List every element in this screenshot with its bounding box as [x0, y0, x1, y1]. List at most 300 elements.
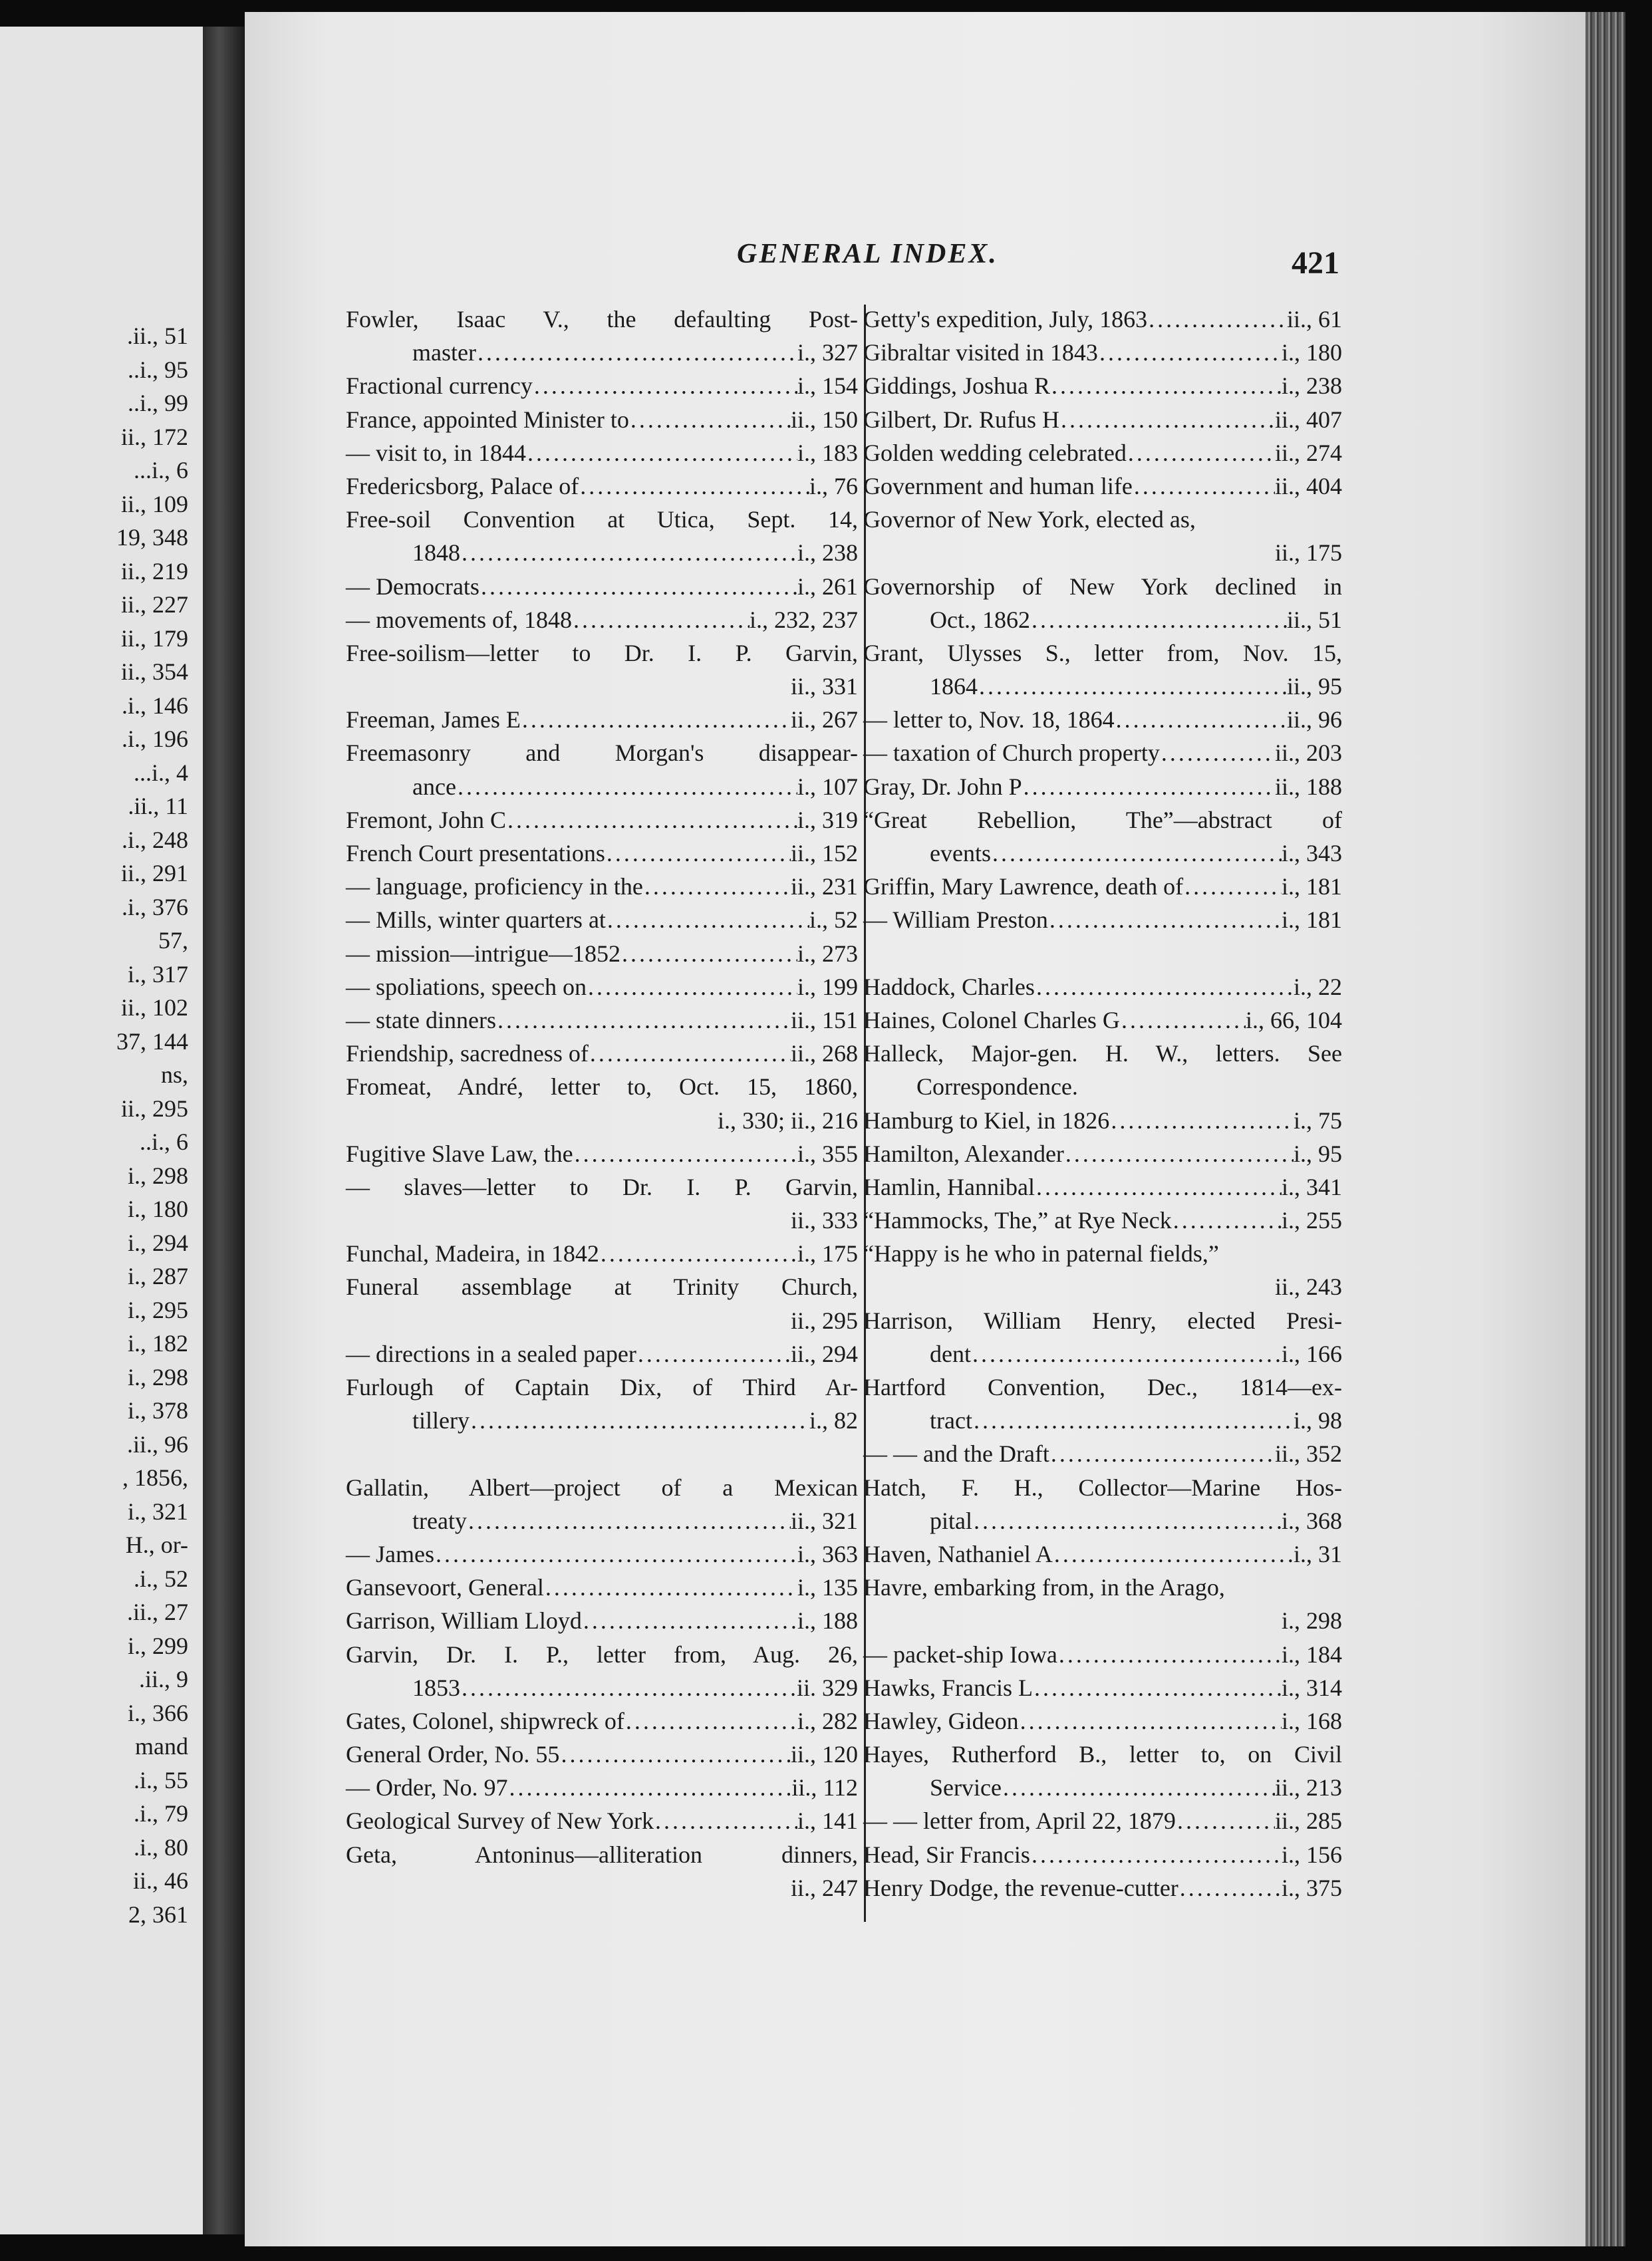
previous-page-reference: .i., 79 — [133, 1800, 188, 1827]
index-entry-line — [863, 570, 1342, 603]
running-head: GENERAL INDEX. — [737, 239, 998, 269]
previous-page-reference: .ii., 51 — [126, 323, 188, 349]
dot-leader — [1172, 1204, 1282, 1237]
page-reference: ii., 188 — [1274, 773, 1342, 800]
dot-leader — [434, 1537, 797, 1571]
index-entry-line — [346, 303, 858, 336]
page-reference: i., 343 — [1281, 840, 1342, 866]
dot-leader — [1048, 903, 1282, 936]
dot-leader — [1049, 1437, 1275, 1470]
entry-text: Geta, Antoninus—alliteration dinners, — [346, 1841, 858, 1868]
index-entry-line — [346, 1070, 858, 1103]
entry-text: “Happy is he who in paternal fields,” — [863, 1240, 1219, 1267]
previous-page-reference: mand — [135, 1733, 188, 1760]
index-entry-line — [346, 536, 858, 569]
entry-text: Governor of New York, elected as, — [863, 506, 1196, 533]
entry-text: Giddings, Joshua R — [863, 372, 1051, 400]
index-entry-line — [346, 1237, 858, 1270]
previous-page-reference: ii., 227 — [120, 591, 188, 618]
page-reference: ii., 96 — [1286, 706, 1342, 733]
dot-leader — [978, 670, 1287, 703]
page-reference: ii., 61 — [1286, 306, 1342, 332]
page-reference: ii. 329 — [796, 1674, 858, 1701]
previous-page-reference: ii., 295 — [120, 1095, 188, 1122]
dot-leader — [1133, 469, 1275, 503]
entry-text: Government and human life — [863, 472, 1133, 499]
entry-text: — letter to, Nov. 18, 1864 — [863, 706, 1115, 733]
dot-leader — [1002, 1771, 1275, 1804]
dot-leader — [1053, 1537, 1294, 1571]
entry-text: Freemasonry and Morgan's disappear- — [346, 739, 858, 767]
page-reference: i., 181 — [1281, 906, 1342, 934]
dot-leader — [508, 1771, 792, 1804]
index-entry-line — [863, 336, 1342, 369]
index-entry-line — [346, 603, 858, 636]
entry-text: Havre, embarking from, in the Arago, — [863, 1574, 1225, 1601]
entry-text: Correspondence. — [916, 1073, 1078, 1101]
previous-page-reference: ii., 179 — [120, 624, 188, 652]
dot-leader — [579, 469, 809, 503]
index-entry-line — [863, 1003, 1342, 1037]
dot-leader — [636, 1337, 791, 1371]
entry-text: Henry Dodge, the revenue-cutter — [863, 1874, 1178, 1901]
page-reference: i., 273 — [797, 940, 858, 967]
index-entry-line — [863, 1304, 1342, 1337]
page-reference: ii., 274 — [1274, 439, 1342, 466]
dot-leader — [1059, 403, 1275, 436]
entry-text: — visit to, in 1844 — [346, 439, 527, 466]
index-entry-line — [863, 1838, 1342, 1871]
entry-text: — slaves—letter to Dr. I. P. Garvin, — [346, 1173, 858, 1200]
page-reference: i., 238 — [797, 539, 858, 567]
previous-page-reference: 57, — [158, 927, 188, 954]
page-reference: i., 327 — [797, 339, 858, 366]
index-entry-line — [863, 1871, 1342, 1905]
entry-text: Harrison, William Henry, elected Presi- — [863, 1307, 1342, 1334]
entry-text: “Great Rebellion, The”—abstract of — [863, 806, 1342, 833]
entry-text: Hamlin, Hannibal — [863, 1173, 1035, 1200]
page-reference: i., 355 — [797, 1140, 858, 1167]
index-entry-line — [346, 903, 858, 936]
page-reference: ii., 231 — [790, 873, 858, 900]
dot-leader — [533, 369, 797, 402]
entry-text: Garvin, Dr. I. P., letter from, Aug. 26, — [346, 1641, 858, 1668]
entry-text: — spoliations, speech on — [346, 973, 587, 1000]
page-reference: i., 66, 104 — [1245, 1006, 1342, 1033]
entry-text: i., 330; ii., 216 — [717, 1107, 858, 1134]
previous-page-reference: 37, 144 — [116, 1027, 188, 1055]
previous-page-reference: .i., 52 — [133, 1565, 188, 1592]
dot-leader — [496, 1003, 791, 1037]
dot-leader — [480, 570, 797, 603]
index-entry-line — [346, 1571, 858, 1604]
index-entry-line — [863, 1337, 1342, 1371]
entry-text: Gallatin, Albert—project of a Mexican — [346, 1474, 858, 1501]
entry-text: Hamilton, Alexander — [863, 1140, 1064, 1167]
page-reference: ii., 151 — [790, 1006, 858, 1033]
entry-text: General Order, No. 55 — [346, 1741, 560, 1768]
dot-leader — [1019, 1704, 1282, 1738]
previous-page-reference: ..i., 99 — [127, 390, 188, 416]
index-entry-line — [863, 1537, 1342, 1571]
entry-text: 1848 — [412, 539, 460, 567]
entry-text: — state dinners — [346, 1006, 496, 1033]
page-reference: i., 238 — [1281, 372, 1342, 400]
entry-text: Grant, Ulysses S., letter from, Nov. 15, — [863, 639, 1342, 666]
previous-page-reference: 2, 361 — [128, 1901, 188, 1928]
entry-text: Getty's expedition, July, 1863 — [863, 306, 1148, 332]
entry-text: Fowler, Isaac V., the defaulting Post- — [346, 306, 858, 332]
index-entry-line — [863, 1070, 1342, 1103]
previous-page-reference: .i., 80 — [133, 1833, 188, 1861]
dot-leader — [476, 336, 797, 369]
index-entry-line — [346, 970, 858, 1003]
entry-text: ii., 243 — [1274, 1273, 1342, 1301]
previous-page-reference: .i., 248 — [121, 826, 188, 853]
index-entry-line — [863, 1037, 1342, 1070]
page-reference: i., 141 — [797, 1807, 858, 1835]
index-entry-line — [863, 670, 1342, 703]
entry-text: Free-soil Convention at Utica, Sept. 14, — [346, 506, 858, 533]
entry-text: — — and the Draft — [863, 1440, 1049, 1468]
page-reference: i., 368 — [1281, 1507, 1342, 1534]
previous-page-reference: H., or- — [125, 1531, 188, 1558]
dot-leader — [521, 703, 791, 736]
entry-text: — language, proficiency in the — [346, 873, 643, 900]
dot-leader — [587, 970, 797, 1003]
index-entry-line — [863, 369, 1342, 402]
index-entry-line — [863, 1671, 1342, 1704]
dot-leader — [599, 1237, 797, 1270]
index-entry-line — [863, 1704, 1342, 1738]
entry-text: 1864 — [930, 673, 978, 700]
dot-leader — [506, 803, 797, 837]
previous-page-reference: .i., 376 — [121, 893, 188, 920]
index-entry-line — [346, 1170, 858, 1204]
previous-page-reference: ns, — [160, 1061, 188, 1088]
previous-page-reference: ..i., 95 — [127, 356, 188, 383]
index-entry-line — [863, 503, 1342, 536]
dot-leader — [1176, 1804, 1275, 1837]
entry-text: Golden wedding celebrated — [863, 439, 1127, 466]
previous-page-reference: i., 299 — [127, 1632, 188, 1659]
index-entry-line — [863, 736, 1342, 769]
page-reference: i., 181 — [1281, 873, 1342, 900]
dot-leader — [1022, 770, 1275, 803]
index-entry-line — [346, 1304, 858, 1337]
entry-text: Gibraltar visited in 1843 — [863, 339, 1098, 366]
entry-text: master — [412, 339, 476, 366]
index-entry-line — [346, 1337, 858, 1371]
entry-text: Gansevoort, General — [346, 1574, 544, 1601]
dot-leader — [654, 1804, 797, 1837]
index-entry-line — [346, 1704, 858, 1738]
index-entry-line — [346, 1371, 858, 1404]
page-reference: ii., 267 — [790, 706, 858, 733]
index-column-right — [863, 303, 1342, 1905]
previous-page-reference: i., 295 — [127, 1296, 188, 1323]
entry-text: Governorship of New York declined in — [863, 573, 1342, 600]
index-entry-line — [863, 1437, 1342, 1470]
page-reference: i., 375 — [1281, 1874, 1342, 1901]
dot-leader — [1035, 1170, 1282, 1204]
dot-leader — [460, 1671, 797, 1704]
dot-leader — [1064, 1137, 1294, 1170]
entry-text: dent — [930, 1340, 971, 1367]
dot-leader — [582, 1604, 797, 1637]
dot-leader — [1030, 1838, 1282, 1871]
previous-page-reference: ...i., 4 — [133, 759, 188, 786]
entry-text: Friendship, sacredness of — [346, 1040, 589, 1067]
index-entry-line — [346, 1771, 858, 1804]
entry-text: Free-soilism—letter to Dr. I. P. Garvin, — [346, 639, 858, 666]
dot-leader — [629, 403, 791, 436]
entry-text: treaty — [412, 1507, 467, 1534]
index-entry-line — [863, 1771, 1342, 1804]
page-reference: i., 82 — [809, 1407, 858, 1434]
dot-leader — [589, 1037, 791, 1070]
index-entry-line — [346, 1738, 858, 1771]
entry-text: — movements of, 1848 — [346, 606, 572, 633]
entry-text: — — letter from, April 22, 1879 — [863, 1807, 1176, 1835]
index-entry-line — [346, 1537, 858, 1571]
index-entry-line — [863, 1571, 1342, 1604]
page-reference: i., 175 — [797, 1240, 858, 1267]
index-entry-line — [346, 1804, 858, 1837]
dot-leader — [456, 770, 797, 803]
entry-text: ance — [412, 773, 456, 800]
entry-text: Haddock, Charles — [863, 973, 1035, 1000]
index-entry-line — [863, 403, 1342, 436]
entry-text: ii., 333 — [790, 1207, 858, 1234]
page-reference: ii., 152 — [790, 840, 858, 866]
index-entry-line — [863, 303, 1342, 336]
entry-text: — James — [346, 1540, 434, 1567]
previous-page-reference: ..i., 6 — [139, 1129, 188, 1155]
index-entry-line — [346, 1137, 858, 1170]
index-entry-line — [863, 1471, 1342, 1504]
entry-text: — Mills, winter quarters at — [346, 906, 606, 934]
entry-text: Geological Survey of New York — [346, 1807, 654, 1835]
entry-text: pital — [930, 1507, 972, 1534]
entry-text: Gates, Colonel, shipwreck of — [346, 1707, 624, 1734]
index-entry-line — [863, 870, 1342, 903]
previous-page-reference: .ii., 96 — [126, 1430, 188, 1458]
index-entry-line — [346, 837, 858, 870]
dot-leader — [526, 436, 797, 469]
page-reference: i., 183 — [797, 439, 858, 466]
entry-text: Hartford Convention, Dec., 1814—ex- — [863, 1374, 1342, 1400]
dot-leader — [1109, 1104, 1294, 1137]
page-reference: i., 52 — [809, 906, 858, 934]
index-entry-line — [863, 903, 1342, 936]
dot-leader — [1160, 736, 1275, 769]
dot-leader — [467, 1504, 791, 1537]
dot-leader — [620, 937, 797, 970]
index-entry-line — [863, 469, 1342, 503]
page-reference: i., 135 — [797, 1574, 858, 1601]
page-reference: i., 156 — [1281, 1841, 1342, 1868]
page-reference: ii., 213 — [1274, 1774, 1342, 1801]
previous-page-reference: .i., 196 — [121, 726, 188, 752]
previous-page-reference: ...i., 6 — [133, 457, 188, 483]
entry-text: — packet-ship Iowa — [863, 1641, 1057, 1668]
index-entry-line — [346, 1270, 858, 1303]
entry-text: Gilbert, Dr. Rufus H — [863, 406, 1059, 433]
index-entry-line — [346, 436, 858, 469]
index-entry-line — [346, 1104, 858, 1137]
index-entry-line — [346, 803, 858, 837]
index-entry-line — [346, 1037, 858, 1070]
page-reference: i., 154 — [797, 372, 858, 400]
index-entry-line — [863, 1270, 1342, 1303]
index-entry-line — [346, 1471, 858, 1504]
index-entry-line — [346, 736, 858, 769]
previous-page-reference: ii., 109 — [120, 490, 188, 517]
index-entry-line — [863, 1170, 1342, 1204]
index-entry-line — [346, 1404, 858, 1437]
index-entry-line — [863, 1638, 1342, 1671]
entry-text: Fremont, John C — [346, 806, 507, 833]
index-entry-line — [346, 870, 858, 903]
previous-page-reference: i., 378 — [127, 1397, 188, 1424]
page-reference: i., 95 — [1293, 1140, 1342, 1167]
index-entry-line — [346, 703, 858, 736]
dot-leader — [972, 1404, 1294, 1437]
entry-text: 1853 — [412, 1674, 460, 1701]
previous-page-reference: i., 366 — [127, 1699, 188, 1726]
entry-text: “Hammocks, The,” at Rye Neck — [863, 1207, 1172, 1234]
index-column-left — [346, 303, 858, 1905]
index-entry-line — [863, 1738, 1342, 1771]
previous-page-reference: , 1856, — [122, 1464, 188, 1491]
book-gutter — [203, 27, 244, 2234]
entry-text: ii., 295 — [790, 1307, 858, 1334]
index-entry-line — [863, 603, 1342, 636]
entry-text: — Order, No. 97 — [346, 1774, 508, 1801]
page-reference: i., 98 — [1293, 1407, 1342, 1434]
entry-text: Halleck, Major-gen. H. W., letters. See — [863, 1040, 1342, 1067]
index-entry-line — [346, 636, 858, 670]
index-entry-line — [346, 469, 858, 503]
page-reference: i., 261 — [797, 573, 858, 600]
entry-text: Service — [930, 1774, 1002, 1801]
page-reference: i., 76 — [809, 472, 858, 499]
dot-leader — [1035, 970, 1294, 1003]
dot-leader — [991, 837, 1282, 870]
previous-page-reference: ii., 291 — [120, 860, 188, 886]
page-reference: ii., 404 — [1274, 472, 1342, 499]
dot-leader — [1057, 1638, 1282, 1671]
dot-leader — [605, 837, 791, 870]
entry-text: Freeman, James E — [346, 706, 521, 733]
page-number: 421 — [1292, 245, 1339, 281]
index-entry-line — [346, 937, 858, 970]
previous-page-reference: i., 180 — [127, 1196, 188, 1222]
index-entry-line — [346, 336, 858, 369]
entry-text: Garrison, William Lloyd — [346, 1607, 582, 1635]
previous-page-reference: .ii., 11 — [128, 793, 188, 819]
page-reference: i., 22 — [1293, 973, 1342, 1000]
entry-text: Fugitive Slave Law, the — [346, 1140, 573, 1167]
page-reference: ii., 150 — [790, 406, 858, 433]
dot-leader — [624, 1704, 797, 1738]
page-reference: ii., 285 — [1274, 1807, 1342, 1835]
previous-page-reference: .ii., 9 — [138, 1666, 188, 1692]
section-break — [346, 1437, 858, 1470]
page-reference: i., 363 — [797, 1540, 858, 1567]
entry-text: — directions in a sealed paper — [346, 1340, 636, 1367]
dot-leader — [460, 536, 797, 569]
index-entry-line — [346, 670, 858, 703]
page-reference: i., 180 — [1281, 339, 1342, 366]
page-reference: i., 199 — [797, 973, 858, 1000]
page-reference: i., 166 — [1281, 1340, 1342, 1367]
previous-page-reference: i., 298 — [127, 1363, 188, 1391]
dot-leader — [972, 1504, 1282, 1537]
page-reference: ii., 268 — [790, 1040, 858, 1067]
entry-text: Hamburg to Kiel, in 1826 — [863, 1107, 1110, 1134]
previous-page-reference: i., 298 — [127, 1162, 188, 1189]
index-entry-line — [346, 369, 858, 402]
entry-text: ii., 175 — [1274, 539, 1342, 567]
index-entry-line — [346, 1003, 858, 1037]
dot-leader — [1033, 1671, 1282, 1704]
index-entry-line — [863, 1404, 1342, 1437]
page-reference: i., 232, 237 — [749, 606, 858, 633]
entry-text: — William Preston — [863, 906, 1048, 934]
index-entry-line — [863, 1371, 1342, 1404]
page-reference: i., 282 — [797, 1707, 858, 1734]
index-entry-line — [863, 970, 1342, 1003]
index-entry-line — [863, 703, 1342, 736]
entry-text: Fromeat, André, letter to, Oct. 15, 1860, — [346, 1073, 858, 1101]
entry-text: Griffin, Mary Lawrence, death of — [863, 873, 1184, 900]
page-reference: i., 314 — [1281, 1674, 1342, 1701]
section-break — [863, 937, 1342, 970]
page-reference: i., 319 — [797, 806, 858, 833]
page-reference: i., 184 — [1281, 1641, 1342, 1668]
entry-text: Funeral assemblage at Trinity Church, — [346, 1273, 858, 1301]
index-entry-line — [346, 1871, 858, 1905]
entry-text: France, appointed Minister to — [346, 406, 629, 433]
previous-page-reference: i., 287 — [127, 1263, 188, 1289]
index-entry-line — [863, 636, 1342, 670]
index-entry-line — [346, 570, 858, 603]
dot-leader — [1050, 369, 1282, 402]
dot-leader — [606, 903, 809, 936]
dot-leader — [573, 1137, 797, 1170]
page-reference: i., 255 — [1281, 1207, 1342, 1234]
entry-text: events — [930, 840, 991, 866]
previous-page-reference: .ii., 27 — [126, 1599, 188, 1625]
previous-page-reference: ii., 172 — [120, 423, 188, 450]
entry-text: — taxation of Church property — [863, 739, 1160, 767]
page-reference: i., 188 — [797, 1607, 858, 1635]
index-entry-line — [863, 1104, 1342, 1137]
index-entry-line — [863, 1804, 1342, 1837]
page-reference: ii., 352 — [1274, 1440, 1342, 1468]
previous-page-reference: i., 321 — [127, 1498, 188, 1525]
index-entry-line — [863, 1137, 1342, 1170]
index-entry-line — [863, 770, 1342, 803]
page-reference: i., 107 — [797, 773, 858, 800]
previous-page-reference: .i., 146 — [121, 692, 188, 719]
index-entry-line — [346, 1604, 858, 1637]
entry-text: — mission—intrigue—1852 — [346, 940, 620, 967]
entry-text: i., 298 — [1281, 1607, 1342, 1635]
page-reference: ii., 321 — [790, 1507, 858, 1534]
